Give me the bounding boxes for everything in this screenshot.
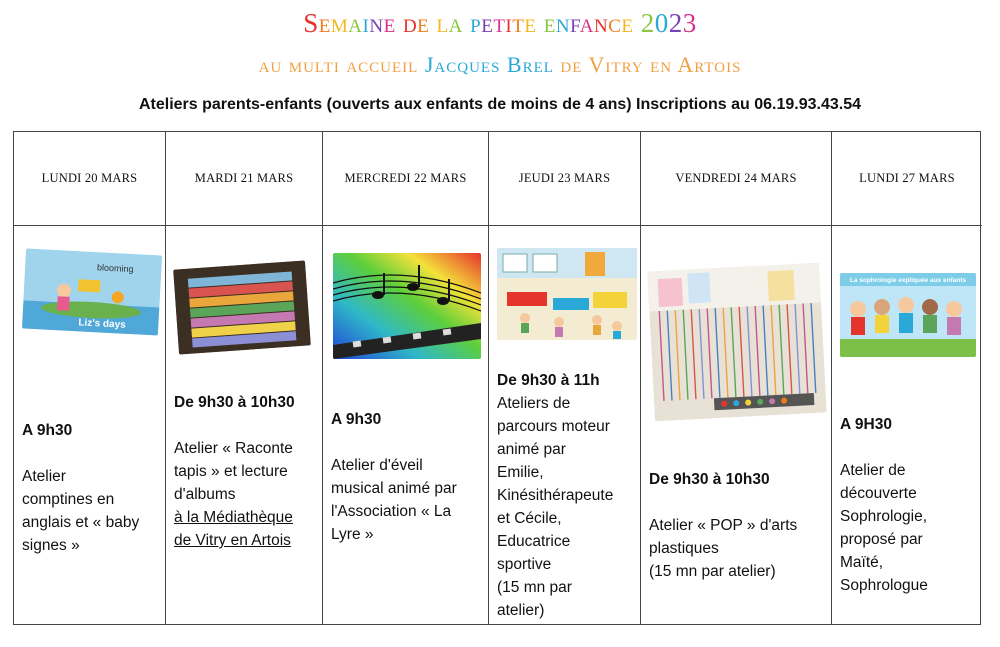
- music-notes-image: [333, 253, 481, 359]
- page-title: [0, 8, 1000, 38]
- title-letter: [634, 8, 641, 38]
- title-letter: [429, 8, 436, 38]
- book-brand: blooming: [96, 262, 134, 275]
- detail-line: Kinésithérapeute: [497, 487, 614, 504]
- detail-line: (15 mn par atelier): [649, 563, 776, 580]
- library-link[interactable]: de Vitry en Artois: [174, 532, 291, 549]
- title-letter: 3: [682, 8, 697, 38]
- title-letter: e: [383, 8, 396, 38]
- title-letter: [536, 8, 543, 38]
- day-column-4: [489, 132, 641, 624]
- detail-line: parcours moteur: [497, 418, 610, 435]
- detail-line: animé par: [497, 441, 566, 458]
- detail-line: Maïté,: [840, 554, 884, 571]
- detail-line: comptines en: [22, 491, 115, 508]
- detail-line: Sophrologie,: [840, 508, 928, 525]
- title-letter: m: [330, 8, 349, 38]
- day-column-1: [14, 132, 166, 624]
- title-letter: e: [417, 8, 430, 38]
- book-cover-image: [22, 248, 162, 335]
- title-letter: 2: [668, 8, 683, 38]
- day-details: [22, 419, 161, 557]
- schedule-table: [13, 131, 981, 625]
- location-part: de Vitry en Artois: [553, 52, 742, 77]
- detail-line: anglais et « baby: [22, 514, 140, 531]
- detail-line: découverte: [840, 485, 917, 502]
- title-letter: a: [579, 8, 594, 38]
- detail-line: musical animé par: [331, 480, 457, 497]
- day-column-2: [166, 132, 323, 624]
- title-letter: 2: [640, 8, 655, 38]
- day-header: LUNDI 20 MARS: [14, 132, 165, 226]
- detail-line: Lyre »: [331, 526, 374, 543]
- title-letter: e: [524, 8, 537, 38]
- title-letter: l: [436, 8, 449, 38]
- children-illustration-image: [840, 273, 976, 357]
- title-letter: p: [470, 8, 482, 38]
- day-column-5: [641, 132, 832, 624]
- subtitle: Ateliers parents-enfants (ouverts aux enfants de moins de 4 ans) Inscriptions au 06.19.93.43.54: [138, 96, 862, 113]
- title-letter: n: [555, 8, 571, 38]
- title-letter: e: [543, 8, 556, 38]
- title-letter: e: [621, 8, 634, 38]
- day-header: VENDREDI 24 MARS: [641, 132, 831, 226]
- detail-line: Atelier d'éveil: [331, 457, 423, 474]
- session-time: A 9H30: [840, 416, 892, 433]
- detail-line: Atelier de: [840, 462, 906, 479]
- title-letter: f: [570, 8, 580, 38]
- title-letter: 0: [654, 8, 669, 38]
- session-time: De 9h30 à 11h: [497, 372, 600, 389]
- title-letter: a: [448, 8, 463, 38]
- session-time: A 9h30: [22, 422, 73, 439]
- title-letter: a: [348, 8, 363, 38]
- detail-line: Sophrologue: [840, 577, 928, 594]
- session-time: De 9h30 à 10h30: [174, 394, 295, 411]
- book-stack-image: [173, 260, 311, 354]
- title-letter: t: [493, 8, 506, 38]
- title-letter: n: [369, 8, 384, 38]
- detail-line: tapis » et lecture: [174, 463, 288, 480]
- title-letter: i: [505, 8, 513, 38]
- detail-line: d'albums: [174, 486, 236, 503]
- detail-line: Educatrice: [497, 533, 571, 550]
- session-time: A 9h30: [331, 411, 382, 428]
- title-letter: i: [362, 8, 370, 38]
- library-link[interactable]: à la Médiathèque: [174, 509, 293, 526]
- detail-line: Atelier: [22, 468, 66, 485]
- detail-line: plastiques: [649, 540, 719, 557]
- title-letter: S: [303, 8, 319, 38]
- day-header: JEUDI 23 MARS: [489, 132, 640, 226]
- day-details: [331, 408, 484, 546]
- day-column-3: [323, 132, 489, 624]
- day-header: MARDI 21 MARS: [166, 132, 322, 226]
- detail-line: Atelier « POP » d'arts: [649, 517, 798, 534]
- day-header: LUNDI 27 MARS: [832, 132, 982, 226]
- title-letter: n: [593, 8, 609, 38]
- detail-line: Ateliers de: [497, 395, 571, 412]
- book-title: Liz's days: [78, 317, 126, 331]
- day-details: [840, 413, 978, 597]
- title-letter: c: [608, 8, 622, 38]
- session-time: De 9h30 à 10h30: [649, 471, 770, 488]
- detail-line: sportive: [497, 556, 552, 573]
- motor-course-image: [497, 248, 637, 340]
- day-details: [174, 391, 318, 552]
- illustration-caption: La sophrologie expliquée aux enfants: [849, 277, 967, 284]
- detail-line: proposé par: [840, 531, 923, 548]
- day-details: [497, 369, 636, 622]
- detail-line: Atelier « Raconte: [174, 440, 293, 457]
- location-part: Jacques Brel: [424, 52, 554, 77]
- day-header: MERCREDI 22 MARS: [323, 132, 488, 226]
- detail-line: (15 mn par: [497, 579, 572, 596]
- title-letter: e: [481, 8, 494, 38]
- detail-line: Emilie,: [497, 464, 544, 481]
- title-letter: t: [512, 8, 525, 38]
- detail-line: et Cécile,: [497, 510, 562, 527]
- art-room-image: [647, 263, 827, 422]
- detail-line: atelier): [497, 602, 545, 619]
- day-column-6: [832, 132, 982, 624]
- title-letter: d: [402, 8, 418, 38]
- detail-line: l'Association « La: [331, 503, 452, 520]
- title-letter: e: [318, 8, 331, 38]
- location-title: [0, 52, 1000, 78]
- detail-line: signes »: [22, 537, 80, 554]
- day-details: [649, 468, 827, 583]
- location-part: au multi accueil: [258, 52, 425, 77]
- title-letter: [396, 8, 403, 38]
